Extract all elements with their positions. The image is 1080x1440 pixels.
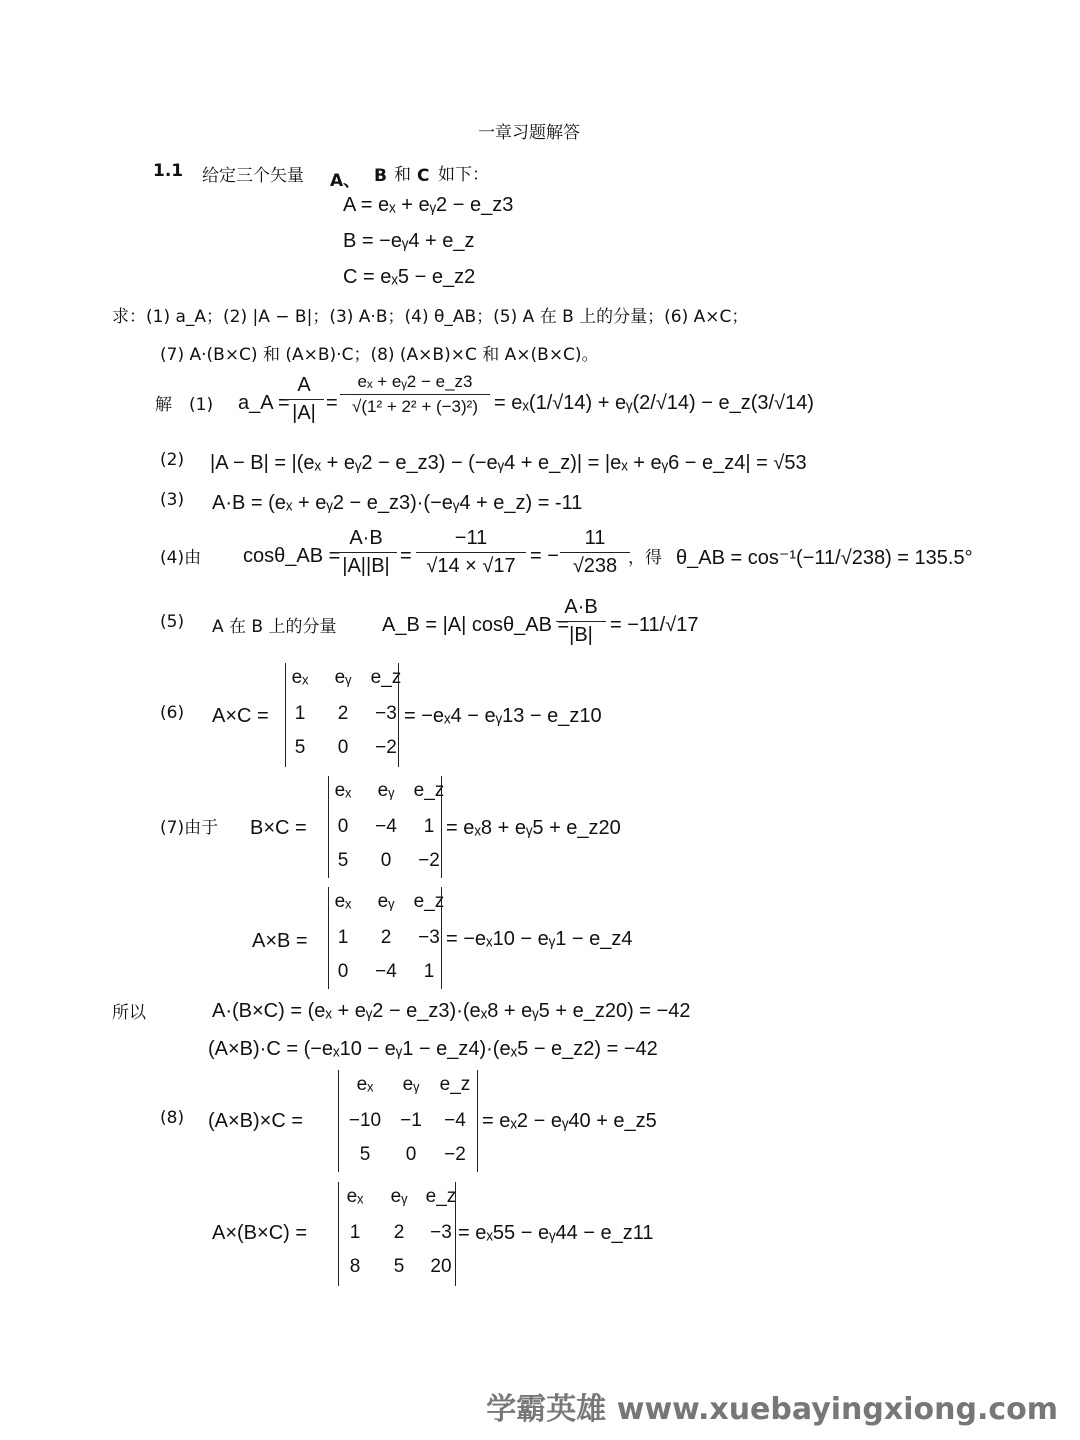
det-cell: −2 (444, 1144, 466, 1165)
fraction-numeric-cos: $\frac{-11}{√14 \times √17}$ (416, 527, 526, 578)
det-cell: eᵧ (377, 891, 395, 912)
det-cell: −3 (375, 703, 397, 724)
det-cell: eᵧ (390, 1186, 408, 1207)
det-cell: e_z (370, 667, 402, 688)
det-cell: e_z (413, 780, 445, 801)
solution-label-6: (6) (160, 703, 185, 723)
det-cell: 5 (359, 1144, 371, 1165)
determinant-a-cross-c (285, 663, 402, 767)
det-cell: −2 (375, 737, 397, 758)
det-cell: −4 (375, 816, 397, 837)
problem-number: 1.1 (153, 161, 184, 181)
det-cell: −3 (430, 1222, 452, 1243)
det-cell: eᵧ (334, 667, 352, 688)
det-cell: e_z (425, 1186, 457, 1207)
det-cell: 0 (405, 1144, 417, 1165)
det-cell: 2 (337, 703, 349, 724)
det-cell: −2 (418, 850, 440, 871)
problem-intro-and: 和 (394, 165, 411, 185)
solution-label-3: (3) (160, 490, 185, 510)
double-cross-1-lhs: (A×B)×C = (208, 1110, 304, 1132)
det-cell: 2 (380, 927, 392, 948)
det-cell: 2 (393, 1222, 405, 1243)
det-cell: 1 (423, 961, 435, 982)
det-cell: eₓ (334, 891, 352, 912)
det-cell: −3 (418, 927, 440, 948)
det-cell: −4 (444, 1110, 466, 1131)
det-cell: 5 (337, 850, 349, 871)
vector-b-definition: B = −eᵧ4 + e_z (343, 230, 475, 252)
problem-intro-b: B (374, 166, 387, 186)
fraction-projection: $\frac{A\cdot B}{|B|}$ (556, 596, 606, 647)
det-cell: 8 (349, 1256, 361, 1277)
det-cell: −1 (400, 1110, 422, 1131)
fraction-a-over-norm: $\frac{\text{eₓ + eᵧ2 − e\_z3}}{\text{√(1² + 2² + (−3)²)}}$ (340, 372, 490, 417)
determinant-axb-cross-c (338, 1070, 478, 1172)
det-cell: 0 (337, 961, 349, 982)
dot-product-a-b: A·B = (eₓ + eᵧ2 − e_z3)·(−eᵧ4 + e_z) = -11 (212, 492, 583, 514)
det-cell: eₓ (346, 1186, 364, 1207)
fraction-dot-over-norms: $\frac{A\cdot B}{|A||B|}$ (335, 527, 397, 578)
cross-a-c-result: = −eₓ4 − eᵧ13 − e_z10 (404, 705, 602, 727)
triple-product-2: (A×B)·C = (−eₓ10 − eᵧ1 − e_z4)·(eₓ5 − e_z2) = −42 (208, 1038, 658, 1060)
det-cell: eₓ (334, 780, 352, 801)
det-cell: 1 (294, 703, 306, 724)
projection-lhs: A_B = |A| cosθ_AB = (382, 614, 570, 636)
problem-intro-c: C (417, 166, 430, 186)
fraction-prefix: = − (530, 545, 559, 567)
det-cell: e_z (413, 891, 445, 912)
triple-product-1: A·(B×C) = (eₓ + eᵧ2 − e_z3)·(eₓ8 + eᵧ5 + e_z20) = −42 (212, 1000, 691, 1022)
fraction-cos-value: $\frac{11}{√238}$ (560, 527, 630, 578)
solution-label-5: (5) (160, 612, 185, 632)
cross-a-b-lhs: A×B = (252, 930, 308, 952)
det-cell: 1 (349, 1222, 361, 1243)
solution-label-8: (8) (160, 1108, 185, 1128)
double-cross-1-result: = eₓ2 − eᵧ40 + e_z5 (482, 1110, 657, 1132)
double-cross-2-result: = eₓ55 − eᵧ44 − e_z11 (458, 1222, 654, 1244)
det-cell: 1 (337, 927, 349, 948)
det-cell: −4 (375, 961, 397, 982)
therefore-label: 所以 (112, 1003, 146, 1023)
questions-line-1: 求：(1) a_A；(2) |A − B|；(3) A·B；(4) θ_AB；(5) A 在 B 上的分量；(6) A×C； (112, 307, 749, 327)
det-cell: 1 (423, 816, 435, 837)
projection-description: A 在 B 上的分量 (212, 617, 337, 637)
problem-intro-end: 如下： (438, 165, 489, 185)
det-cell: 0 (337, 816, 349, 837)
magnitude-a-minus-b: |A − B| = |(eₓ + eᵧ2 − e_z3) − (−eᵧ4 + e_z)| = |eₓ + eᵧ6 − e_z4| = √53 (210, 452, 807, 474)
det-cell: 5 (393, 1256, 405, 1277)
solution-label-1: 解 (1) (155, 395, 214, 415)
det-cell: 5 (294, 737, 306, 758)
cos-theta-lhs: cosθ_AB = (243, 545, 341, 567)
equals-sign: = (400, 545, 412, 567)
theta-result: θ_AB = cos⁻¹(−11/√238) = 135.5° (676, 547, 973, 569)
therefore-text: ，得 (628, 548, 662, 568)
det-cell: eₓ (291, 667, 309, 688)
vector-a-definition: A = eₓ + eᵧ2 − e_z3 (343, 194, 514, 216)
solution-label-2: (2) (160, 450, 185, 470)
problem-intro-a: A、 (330, 171, 361, 191)
cross-b-c-lhs: B×C = (250, 817, 307, 839)
determinant-b-cross-c (328, 776, 445, 878)
solution-label-7: (7)由于 (160, 818, 219, 838)
det-cell: 0 (380, 850, 392, 871)
det-cell: −10 (348, 1110, 382, 1131)
det-cell: eᵧ (377, 780, 395, 801)
page-title: 一章习题解答 (478, 123, 580, 143)
det-cell: 0 (337, 737, 349, 758)
questions-line-2: (7) A·(B×C) 和 (A×B)·C；(8) (A×B)×C 和 A×(B×C)。 (160, 345, 599, 365)
cross-a-c-lhs: A×C = (212, 705, 269, 727)
det-cell: 20 (430, 1256, 452, 1277)
problem-intro: 给定三个矢量 (202, 166, 304, 186)
determinant-a-cross-bxc (338, 1182, 456, 1286)
fraction-a-over-abs-a: $\frac{A}{|A|}$ (284, 374, 324, 425)
cross-b-c-result: = eₓ8 + eᵧ5 + e_z20 (446, 817, 621, 839)
det-cell: e_z (439, 1074, 471, 1095)
det-cell: eₓ (356, 1074, 374, 1095)
double-cross-2-lhs: A×(B×C) = (212, 1222, 308, 1244)
det-cell: eᵧ (402, 1074, 420, 1095)
unit-vector-result: = eₓ(1/√14) + eᵧ(2/√14) − e_z(3/√14) (494, 392, 814, 414)
vector-c-definition: C = eₓ5 − e_z2 (343, 266, 476, 288)
solution-label-4: (4)由 (160, 548, 202, 568)
unit-vector-lhs: a_A = (238, 392, 290, 414)
footer-watermark: 学霸英雄 www.xuebayingxiong.com (486, 1392, 1058, 1427)
cross-a-b-result: = −eₓ10 − eᵧ1 − e_z4 (446, 928, 633, 950)
equals-sign: = (326, 392, 338, 414)
determinant-a-cross-b (328, 887, 445, 989)
projection-result: = −11/√17 (610, 614, 699, 636)
